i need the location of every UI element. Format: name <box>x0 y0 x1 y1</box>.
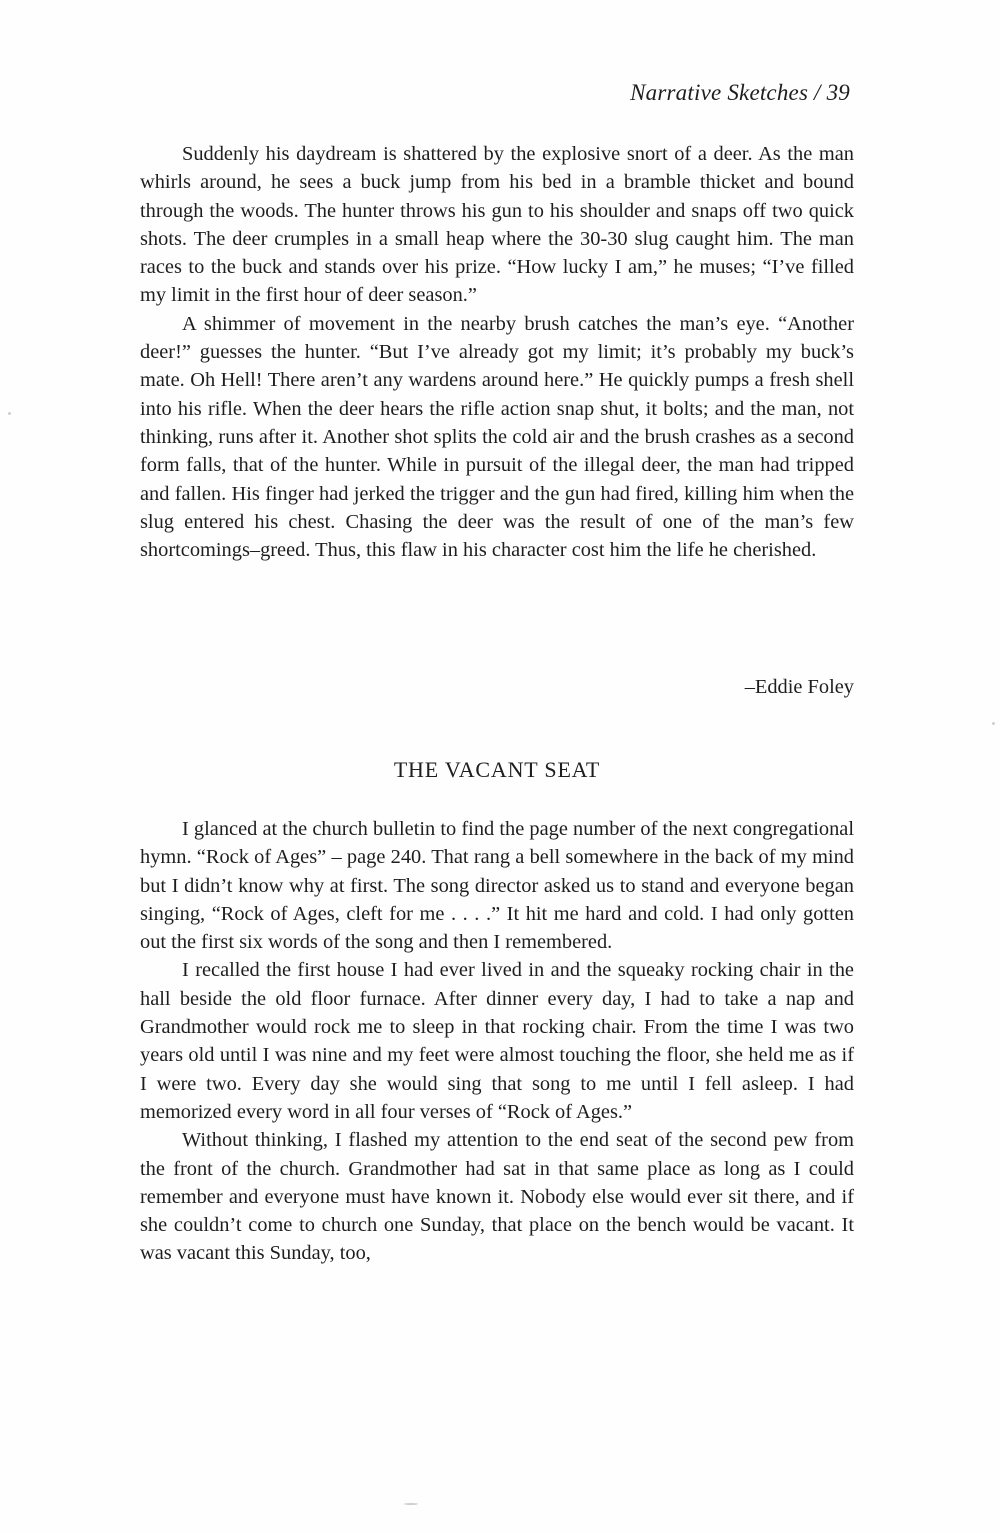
story-one-text <box>140 140 854 564</box>
story-two-text <box>140 815 854 1268</box>
paper-speck <box>404 1503 418 1505</box>
paragraph: I recalled the first house I had ever lived in and the squeaky rocking chair in the hall beside the old floor furnace. After dinner every day, I had to take a nap and Grandmother would rock me to sleep in that rocking chair. From the time I was two years old until I was nine and my feet were almost touching the floor, she held me as if I were two. Every day she would sing that song to me until I fell asleep. I had memorized every word in all four verses of “Rock of Ages.” <box>140 959 854 1123</box>
paragraph: Suddenly his daydream is shattered by the explosive snort of a deer. As the man whirls around, he sees a buck jump from his bed in a bramble thicket and bound through the woods. The hunter throws his gun to his shoulder and snaps off two quick shots. The deer crumples in a small heap where the 30-30 slug caught him. The man races to the buck and stands over his prize. “How lucky I am,” he muses; “I’ve filled my limit in the first hour of deer season.” <box>140 143 854 307</box>
running-head: Narrative Sketches / 39 <box>630 80 850 105</box>
paper-speck <box>992 722 995 725</box>
paper-speck <box>8 412 11 415</box>
paragraph: Without thinking, I flashed my attention to the end seat of the second pew from the front of the church. Grandmother had sat in that same place as long as I could remember and everyone must have known it. Nobody else would ever sit there, and if she couldn’t come to church one Sunday, that place on the bench would be vacant. It was vacant this Sunday, too, <box>140 1129 854 1265</box>
paragraph: A shimmer of movement in the nearby brush catches the man’s eye. “Another deer!” guesses the hunter. “But I’ve already got my limit; it’s probably my buck’s mate. Oh Hell! There aren’t any wardens around here.” He quickly pumps a fresh shell into his rifle. When the deer hears the rifle action snap shut, it bolts; and the man, not thinking, runs after it. Another shot splits the cold air and the brush crashes as a second form falls, that of the hunter. While in pursuit of the illegal deer, the man had tripped and fallen. His finger had jerked the trigger and the gun had fired, killing him when the slug entered his chest. Chasing the deer was the result of one of the man’s few shortcomings–greed. Thus, this flaw in his character cost him the life he cherished. <box>140 312 854 562</box>
author-signature: –Eddie Foley <box>744 676 854 698</box>
paragraph: I glanced at the church bulletin to find the page number of the next congregational hymn. “Rock of Ages” – page 240. That rang a bell somewhere in the back of my mind but I didn’t know why at first. The song director asked us to stand and everyone began singing, “Rock of Ages, cleft for me . . . .” It hit me hard and cold. I had only gotten out the first six words of the song and then I remembered. <box>140 818 854 954</box>
story-title: THE VACANT SEAT <box>393 757 601 782</box>
